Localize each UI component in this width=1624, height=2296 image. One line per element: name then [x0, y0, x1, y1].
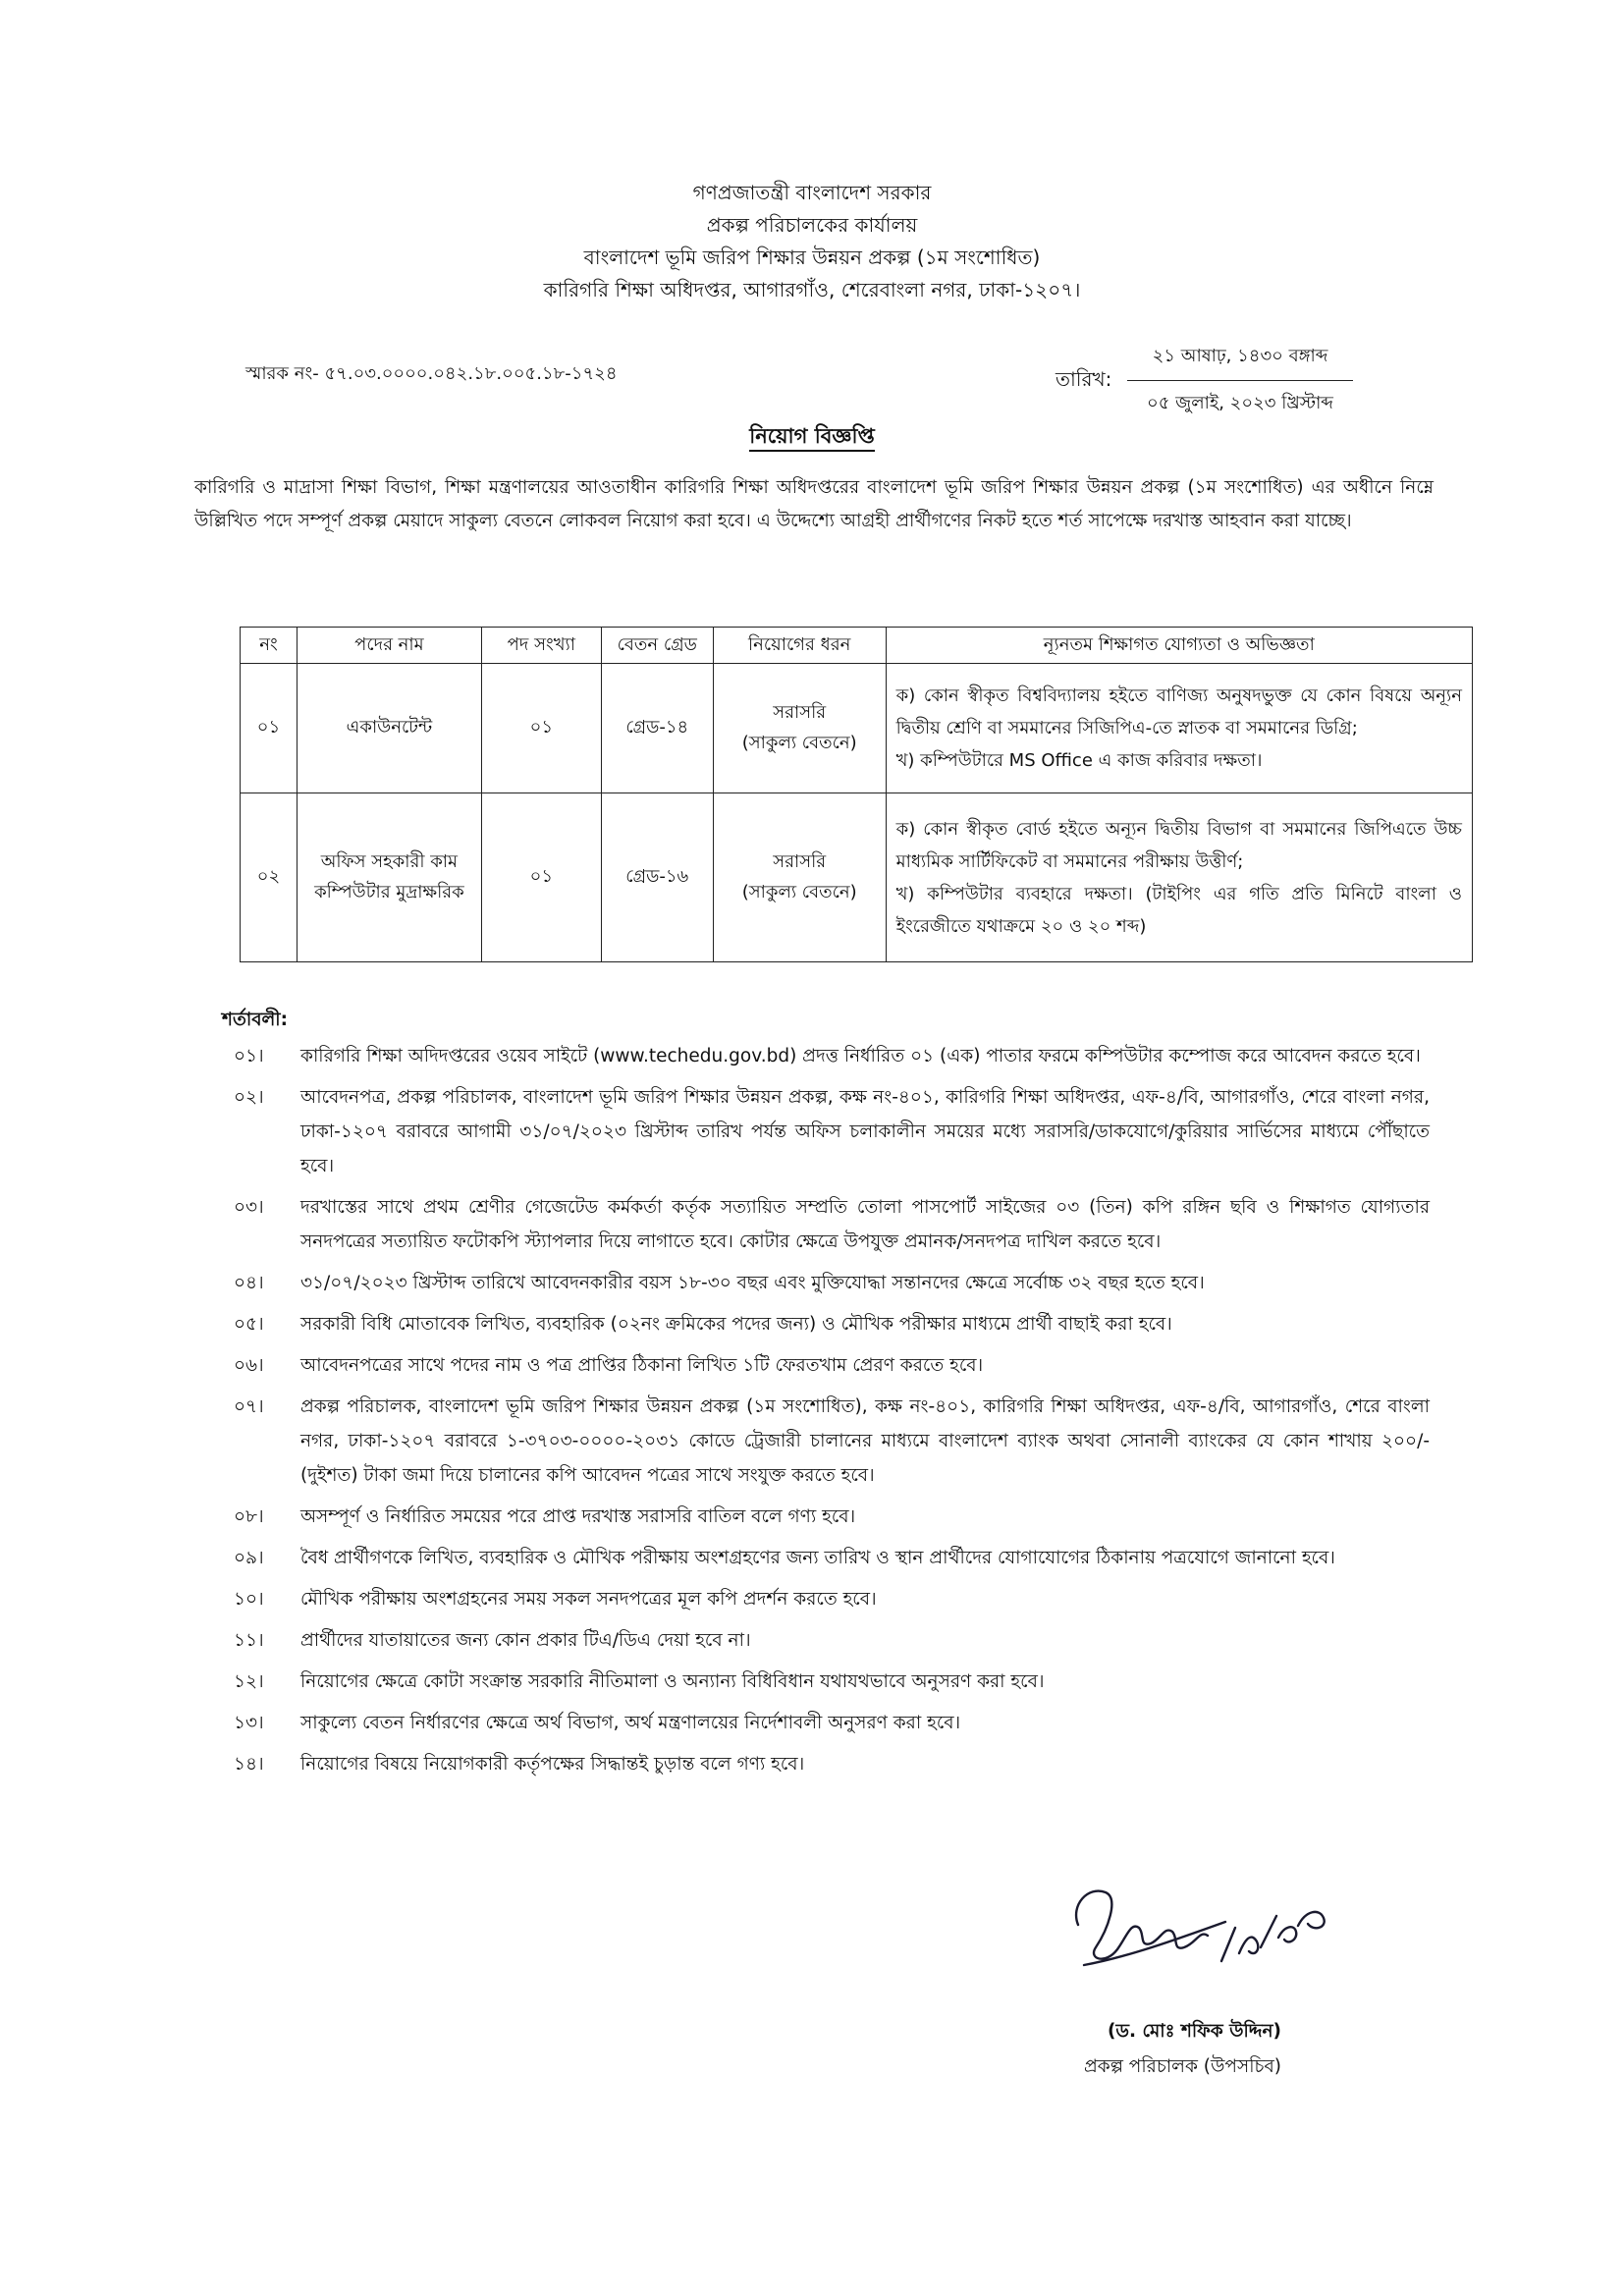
- handwritten-signature: [1049, 1871, 1333, 1989]
- condition-text: আবেদনপত্রের সাথে পদের নাম ও পত্র প্রাপ্তির ঠিকানা লিখিত ১টি ফেরতখাম প্রেরণ করতে হবে।: [300, 1355, 984, 1376]
- condition-item: [0, 1080, 1624, 1183]
- notice-title: [0, 420, 1624, 455]
- table-row: [241, 664, 1473, 793]
- condition-number: ০৪।: [234, 1273, 264, 1293]
- cell-type-line-1: সরাসরি: [773, 850, 827, 872]
- condition-item: [0, 1348, 1624, 1383]
- column-header-no: নং: [241, 628, 298, 664]
- condition-number: ১৩।: [234, 1713, 264, 1733]
- date-divider: [1127, 380, 1353, 381]
- letterhead-line-2: প্রকল্প পরিচালকের কার্যালয়: [706, 213, 918, 237]
- condition-number: ১২।: [234, 1671, 264, 1692]
- cell-grade: গ্রেড-১৪: [601, 664, 713, 793]
- notice-title-text: নিয়োগ বিজ্ঞপ্তি: [749, 424, 875, 452]
- date-bangla: ২১ আষাঢ়, ১৪৩০ বঙ্গাব্দ: [1152, 346, 1328, 366]
- condition-item: [0, 1541, 1624, 1575]
- cell-type-line-2: (সাকুল্য বেতনে): [741, 881, 857, 902]
- condition-text: নিয়োগের ক্ষেত্রে কোটা সংক্রান্ত সরকারি নীতিমালা ও অন্যান্য বিধিবিধান যথাযথভাবে অনুসরণ করা হবে।: [300, 1671, 1045, 1692]
- signer-designation: প্রকল্প পরিচালক (উপসচিব): [1083, 2056, 1281, 2077]
- condition-number: ০১।: [234, 1046, 264, 1066]
- condition-item: [0, 1623, 1624, 1658]
- condition-text: কারিগরি শিক্ষা অদিদপ্তরের ওয়েব সাইটে (www.techedu.gov.bd) প্রদত্ত নির্ধারিত ০১ (এক) পাতার ফরমে কম্পিউটার কম্পোজ করে আবেদন করতে হবে।: [300, 1046, 1421, 1066]
- date-label: তারিখ:: [1056, 367, 1112, 391]
- cell-type: [713, 664, 886, 793]
- cell-post: একাউনটেন্ট: [297, 664, 481, 793]
- signer-name: (ড. মোঃ শফিক উদ্দিন): [1107, 2021, 1281, 2042]
- condition-text: ৩১/০৭/২০২৩ খ্রিস্টাব্দ তারিখে আবেদনকারীর বয়স ১৮-৩০ বছর এবং মুক্তিযোদ্ধা সন্তানদের ক্ষেত্রে সর্বোচ্চ ৩২ বছর হতে হবে।: [300, 1273, 1205, 1293]
- column-header-qualification: ন্যূনতম শিক্ষাগত যোগ্যতা ও অভিজ্ঞতা: [886, 628, 1472, 664]
- cell-post: অফিস সহকারী কাম কম্পিউটার মুদ্রাক্ষরিক: [297, 793, 481, 962]
- letterhead: [0, 177, 1624, 306]
- condition-item: [0, 1039, 1624, 1073]
- cell-no: ০১: [241, 664, 298, 793]
- column-header-grade: বেতন গ্রেড: [601, 628, 713, 664]
- condition-item: [0, 1390, 1624, 1493]
- condition-text: দরখাস্তের সাথে প্রথম শ্রেণীর গেজেটেড কর্মকর্তা কর্তৃক সত্যায়িত সম্প্রতি তোলা পাসপোর্ট সাইজের ০৩ (তিন) কপি রঙ্গিন ছবি ও শিক্ষাগত যোগ্যতার সনদপত্রের সত্যায়িত ফটোকপি স্ট্যাপলার দিয়ে লাগাতে হবে। কোটার ক্ষেত্রে উপযুক্ত প্রমানক/সনদপত্র দাখিল করতে হবে।: [300, 1197, 1430, 1252]
- cell-qualification: [886, 793, 1472, 962]
- vacancy-table: [240, 627, 1473, 962]
- condition-text: আবেদনপত্র, প্রকল্প পরিচালক, বাংলাদেশ ভূমি জরিপ শিক্ষার উন্নয়ন প্রকল্প, কক্ষ নং-৪০১, কারিগরি শিক্ষা অধিদপ্তর, এফ-৪/বি, আগারগাঁও, শেরে বাংলা নগর, ঢাকা-১২০৭ বরাবরে আগামী ৩১/০৭/২০২৩ খ্রিস্টাব্দ তারিখ পর্যন্ত অফিস চলাকালীন সময়ের মধ্যে সরাসরি/ডাকযোগে/কুরিয়ার সার্ভিসের মাধ্যমে পৌঁছাতে হবে।: [300, 1087, 1430, 1176]
- condition-number: ১৪।: [234, 1754, 264, 1775]
- condition-number: ০৮।: [234, 1506, 264, 1527]
- condition-item: [0, 1307, 1624, 1341]
- condition-number: ০৩।: [234, 1197, 264, 1218]
- condition-item: [0, 1665, 1624, 1699]
- condition-number: ০৭।: [234, 1396, 264, 1417]
- condition-text: বৈধ প্রার্থীগণকে লিখিত, ব্যবহারিক ও মৌখিক পরীক্ষায় অংশগ্রহণের জন্য তারিখ ও স্থান প্রার্থীদের যোগাযোগের ঠিকানায় পত্রযোগে জানানো হবে।: [300, 1548, 1335, 1568]
- letterhead-line-3: বাংলাদেশ ভূমি জরিপ শিক্ষার উন্নয়ন প্রকল্প (১ম সংশোধিত): [583, 246, 1041, 269]
- condition-item: [0, 1706, 1624, 1740]
- condition-item: [0, 1747, 1624, 1781]
- cell-count: ০১: [481, 793, 601, 962]
- cell-count: ০১: [481, 664, 601, 793]
- condition-item: [0, 1582, 1624, 1616]
- qualification-a: ক) কোন স্বীকৃত বোর্ড হইতে অন্যূন দ্বিতীয় বিভাগ বা সমমানের জিপিএতে উচ্চ মাধ্যমিক সার্টিফিকেট বা সমমানের পরীক্ষায় উত্তীর্ণ;: [895, 818, 1462, 872]
- condition-number: ১১।: [234, 1630, 264, 1651]
- condition-number: ০২।: [234, 1087, 264, 1108]
- condition-text: প্রকল্প পরিচালক, বাংলাদেশ ভূমি জরিপ শিক্ষার উন্নয়ন প্রকল্প (১ম সংশোধিত), কক্ষ নং-৪০১, কারিগরি শিক্ষা অধিদপ্তর, এফ-৪/বি, আগারগাঁও, শেরে বাংলা নগর, ঢাকা-১২০৭ বরাবরে ১-৩৭০৩-০০০০-২০৩১ কোডে ট্রেজারী চালানের মাধ্যমে বাংলাদেশ ব্যাংক অথবা সোনালী ব্যাংকের যে কোন শাখায় ২০০/- (দুইশত) টাকা জমা দিয়ে চালানের কপি আবেদন পত্রের সাথে সংযুক্ত করতে হবে।: [300, 1396, 1430, 1486]
- column-header-type: নিয়োগের ধরন: [713, 628, 886, 664]
- condition-text: প্রার্থীদের যাতায়াতের জন্য কোন প্রকার টিএ/ডিএ দেয়া হবে না।: [300, 1630, 751, 1651]
- table-header-row: [241, 628, 1473, 664]
- cell-type-line-2: (সাকুল্য বেতনে): [741, 732, 857, 753]
- cell-no: ০২: [241, 793, 298, 962]
- intro-paragraph: কারিগরি ও মাদ্রাসা শিক্ষা বিভাগ, শিক্ষা মন্ত্রণালয়ের আওতাধীন কারিগরি শিক্ষা অধিদপ্তরের বাংলাদেশ ভূমি জরিপ শিক্ষার উন্নয়ন প্রকল্প (১ম সংশোধিত) এর অধীনে নিম্নে উল্লিখিত পদে সম্পূর্ণ প্রকল্প মেয়াদে সাকুল্য বেতনে লোকবল নিয়োগ করা হবে। এ উদ্দেশ্যে আগ্রহী প্রার্থীগণের নিকট হতে শর্ত সাপেক্ষে দরখাস্ত আহবান করা যাচ্ছে।: [194, 477, 1434, 531]
- cell-grade: গ্রেড-১৬: [601, 793, 713, 962]
- condition-number: ০৬।: [234, 1355, 264, 1376]
- conditions-list: [0, 1039, 1624, 1788]
- letterhead-line-4: কারিগরি শিক্ষা অধিদপ্তর, আগারগাঁও, শেরেবাংলা নগর, ঢাকা-১২০৭।: [543, 278, 1081, 301]
- condition-text: সরকারী বিধি মোতাবেক লিখিত, ব্যবহারিক (০২নং ক্রমিকের পদের জন্য) ও মৌখিক পরীক্ষার মাধ্যমে প্রার্থী বাছাই করা হবে।: [300, 1314, 1172, 1335]
- condition-item: [0, 1500, 1624, 1534]
- qualification-b: খ) কম্পিউটার ব্যবহারে দক্ষতা। (টাইপিং এর গতি প্রতি মিনিটে বাংলা ও ইংরেজীতে যথাক্রমে ২০ ও ২০ শব্দ): [895, 883, 1462, 937]
- memo-reference: স্মারক নং- ৫৭.০৩.০০০০.০৪২.১৮.০০৫.১৮-১৭২৪: [245, 363, 618, 384]
- column-header-count: পদ সংখ্যা: [481, 628, 601, 664]
- cell-type: [713, 793, 886, 962]
- cell-type-line-1: সরাসরি: [773, 701, 827, 723]
- qualification-a: ক) কোন স্বীকৃত বিশ্ববিদ্যালয় হইতে বাণিজ্য অনুষদভুক্ত যে কোন বিষয়ে অন্যূন দ্বিতীয় শ্রেণি বা সমমানের সিজিপিএ-তে স্নাতক বা সমমানের ডিগ্রি;: [895, 685, 1462, 738]
- table-row: [241, 793, 1473, 962]
- condition-number: ১০।: [234, 1589, 264, 1610]
- letterhead-line-1: গণপ্রজাতন্ত্রী বাংলাদেশ সরকার: [692, 181, 932, 204]
- condition-item: [0, 1266, 1624, 1300]
- condition-item: [0, 1190, 1624, 1259]
- column-header-post: পদের নাম: [297, 628, 481, 664]
- date-english: ০৫ জুলাই, ২০২৩ খ্রিস্টাব্দ: [1147, 393, 1333, 413]
- condition-text: সাকুল্যে বেতন নির্ধারণের ক্ষেত্রে অর্থ বিভাগ, অর্থ মন্ত্রণালয়ের নির্দেশাবলী অনুসরণ করা হবে।: [300, 1713, 961, 1733]
- condition-text: নিয়োগের বিষয়ে নিয়োগকারী কর্তৃপক্ষের সিদ্ধান্তই চুড়ান্ত বলে গণ্য হবে।: [300, 1754, 805, 1775]
- condition-number: ০৫।: [234, 1314, 264, 1335]
- condition-number: ০৯।: [234, 1548, 264, 1568]
- condition-text: মৌখিক পরীক্ষায় অংশগ্রহনের সময় সকল সনদপত্রের মূল কপি প্রদর্শন করতে হবে।: [300, 1589, 877, 1610]
- qualification-b: খ) কম্পিউটারে MS Office এ কাজ করিবার দক্ষতা।: [895, 750, 1263, 771]
- cell-qualification: [886, 664, 1472, 793]
- date-block: [1127, 342, 1353, 419]
- condition-text: অসম্পূর্ণ ও নির্ধারিত সময়ের পরে প্রাপ্ত দরখাস্ত সরাসরি বাতিল বলে গণ্য হবে।: [300, 1506, 856, 1527]
- conditions-heading: শর্তাবলী:: [222, 1010, 288, 1030]
